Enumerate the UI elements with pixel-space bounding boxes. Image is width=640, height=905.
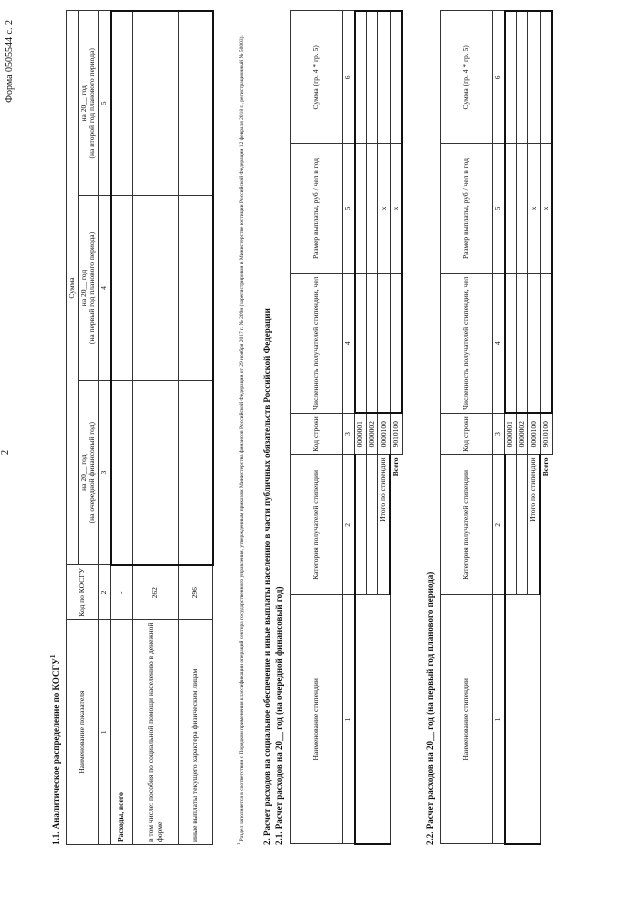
- total-row: [540, 11, 552, 844]
- x-mark: x: [528, 144, 540, 274]
- header-code: Код строки: [291, 413, 343, 455]
- value-cell[interactable]: [179, 196, 213, 381]
- header-year-1: на 20__ год (на очередной финансовый год): [78, 380, 98, 565]
- x-mark: x: [540, 144, 552, 274]
- col-number: 1: [98, 620, 110, 845]
- category-cell[interactable]: [505, 455, 517, 595]
- scholarship-name-cell[interactable]: [505, 595, 540, 844]
- row-name: иные выплаты текущего характера физическим лицам: [179, 620, 213, 845]
- header-sum: Сумма (гр. 4 * гр. 5): [441, 11, 493, 144]
- count-cell[interactable]: [355, 273, 367, 413]
- sum-cell[interactable]: [390, 11, 402, 144]
- count-cell[interactable]: [505, 273, 517, 413]
- sum-cell[interactable]: [366, 11, 378, 144]
- col-number: 4: [343, 273, 355, 413]
- sum-cell[interactable]: [355, 11, 367, 144]
- category-cell[interactable]: [355, 455, 367, 595]
- rate-cell[interactable]: [505, 144, 517, 274]
- category-cell[interactable]: [366, 455, 378, 595]
- col-number: 1: [343, 595, 355, 844]
- value-cell[interactable]: [111, 196, 133, 381]
- table-row: [133, 11, 179, 845]
- row-code: 296: [179, 565, 213, 620]
- count-cell[interactable]: [516, 273, 528, 413]
- header-rate: Размер выплаты, руб / чел в год: [291, 144, 343, 274]
- row-code: -: [111, 565, 133, 620]
- value-cell[interactable]: [111, 11, 133, 196]
- table-row: [505, 11, 517, 844]
- kosgu-table: [66, 10, 214, 845]
- row-code: 0000001: [505, 413, 517, 455]
- sum-cell[interactable]: [516, 11, 528, 144]
- row-code: 262: [133, 565, 179, 620]
- subtotal-label: Итого по стипендии: [378, 455, 390, 595]
- header-name: Наименование стипендии: [291, 595, 343, 844]
- x-mark: x: [390, 144, 402, 274]
- rate-cell[interactable]: [366, 144, 378, 274]
- table-row: [111, 11, 133, 845]
- subtotal-label: Итого по стипендии: [528, 455, 540, 595]
- section-1-1-title: 1.1. Аналитическое распределение по КОСГУ$^1$: [48, 654, 61, 845]
- row-name: в том числе: пособия по социальной помощи населению в денежной форме: [133, 620, 179, 845]
- rate-cell[interactable]: [516, 144, 528, 274]
- col-number: 5: [493, 144, 505, 274]
- section-2-2-title: 2.2. Расчет расходов на 20__ год (на первый год планового периода): [425, 571, 435, 845]
- section-2-title: 2. Расчет расходов на социальное обеспечение и иные выплаты населению в части публичных обязательств Российской Федерации: [262, 308, 272, 845]
- page-number: 2: [0, 450, 11, 455]
- header-count: Численность получателей стипендии, чел: [441, 273, 493, 413]
- count-cell[interactable]: [528, 273, 540, 413]
- header-sum: Сумма (гр. 4 * гр. 5): [291, 11, 343, 144]
- row-code: 9010100: [390, 413, 402, 455]
- col-number: 3: [98, 380, 110, 565]
- category-cell[interactable]: [516, 455, 528, 595]
- row-code: 0000002: [516, 413, 528, 455]
- value-cell[interactable]: [133, 11, 179, 196]
- header-count: Численность получателей стипендии, чел: [291, 273, 343, 413]
- header-year-3: на 20__ год (на второй год планового периода): [78, 11, 98, 196]
- row-code: 9010100: [540, 413, 552, 455]
- value-cell[interactable]: [179, 380, 213, 565]
- col-number: 4: [98, 196, 110, 381]
- count-cell[interactable]: [366, 273, 378, 413]
- sum-cell[interactable]: [378, 11, 390, 144]
- scholarship-name-cell[interactable]: [355, 595, 390, 844]
- count-cell[interactable]: [390, 273, 402, 413]
- sum-cell[interactable]: [540, 11, 552, 144]
- sum-cell[interactable]: [528, 11, 540, 144]
- header-sum: Сумма: [67, 11, 79, 565]
- col-number: 5: [98, 11, 110, 196]
- header-code: Код по КОСГУ: [67, 565, 99, 620]
- header-category: Категория получателей стипендии: [441, 455, 493, 595]
- count-cell[interactable]: [378, 273, 390, 413]
- col-number: 3: [493, 413, 505, 455]
- calc-table-2-1: [290, 10, 403, 845]
- col-number: 3: [343, 413, 355, 455]
- header-year-2: на 20__ год (на первый год планового периода): [78, 196, 98, 381]
- header-name: Наименование показателя: [67, 620, 99, 845]
- col-number: 2: [98, 565, 110, 620]
- x-mark: x: [378, 144, 390, 274]
- table-row: [355, 11, 367, 844]
- section-2-1-title: 2.1. Расчет расходов на 20__ год (на очередной финансовый год): [274, 586, 284, 845]
- row-code: 0000100: [378, 413, 390, 455]
- col-number: 6: [343, 11, 355, 144]
- form-label: Форма 0505544 с. 2: [4, 20, 15, 103]
- value-cell[interactable]: [111, 380, 133, 565]
- header-category: Категория получателей стипендии: [291, 455, 343, 595]
- col-number: 2: [493, 455, 505, 595]
- header-name: Наименование стипендии: [441, 595, 493, 844]
- total-label: Всего: [540, 455, 552, 595]
- sum-cell[interactable]: [505, 11, 517, 144]
- col-number: 5: [343, 144, 355, 274]
- value-cell[interactable]: [133, 380, 179, 565]
- rate-cell[interactable]: [355, 144, 367, 274]
- row-code: 0000001: [355, 413, 367, 455]
- total-label: Всего: [390, 455, 402, 595]
- count-cell[interactable]: [540, 273, 552, 413]
- col-number: 6: [493, 11, 505, 144]
- row-code: 0000002: [366, 413, 378, 455]
- calc-table-2-2: [440, 10, 553, 845]
- row-code: 0000100: [528, 413, 540, 455]
- col-number: 1: [493, 595, 505, 844]
- col-number: 4: [493, 273, 505, 413]
- total-row: [390, 11, 402, 844]
- value-cell[interactable]: [179, 11, 213, 196]
- header-code: Код строки: [441, 413, 493, 455]
- value-cell[interactable]: [133, 196, 179, 381]
- footnote: $^1$ Раздел заполняется в соответствии с Порядком применения классификации операций сектора государственного управления, утвержденным приказом Министерства финансов Российской Федерации от 29 ноября 2017 г. № 209н (зарегистрирован в Министерстве юстиции Российской Федерации 12 февраля 2018 г., регистрационный № 50003).: [236, 35, 245, 845]
- table-row: [179, 11, 213, 845]
- row-name: Расходы, всего: [111, 620, 133, 845]
- col-number: 2: [343, 455, 355, 595]
- header-rate: Размер выплаты, руб / чел в год: [441, 144, 493, 274]
